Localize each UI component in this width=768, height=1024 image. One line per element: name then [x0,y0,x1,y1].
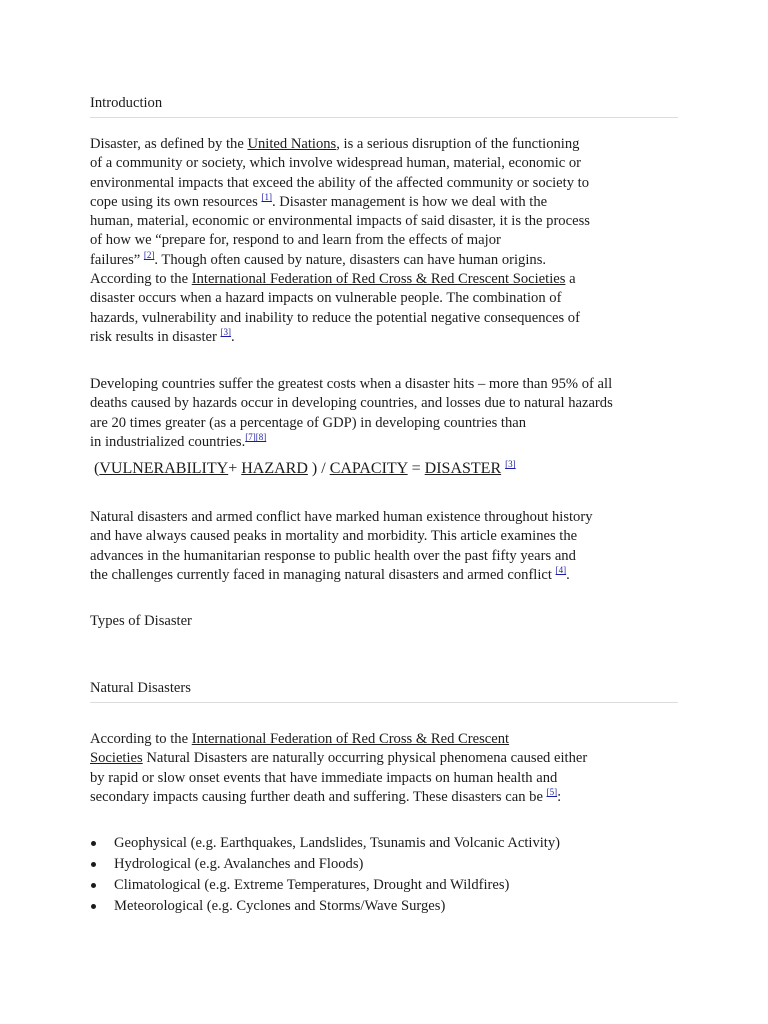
formula-plus: + [228,460,242,477]
citation-ref-3[interactable]: [3] [220,326,232,337]
text-line [90,135,680,154]
list-item-text: Climatological (e.g. Extreme Temperatures, Drought and Wildfires) [114,877,510,893]
list-item [90,833,560,854]
bullet-icon [91,904,96,909]
text-run: Disaster, as defined by the [90,136,248,152]
text-run: , is a serious disruption of the functioning [336,136,580,152]
disaster-link[interactable]: DISASTER [424,460,502,477]
text-line: human, material, economic or environmental impacts of said disaster, it is the process [90,213,590,230]
text-line: Developing countries suffer the greatest costs when a disaster hits – more than 95% of all [90,376,613,392]
text-line: disaster occurs when a hazard impacts on vulnerable people. The combination of [90,290,562,307]
bullet-icon [91,841,96,846]
list-item-text: Geophysical (e.g. Earthquakes, Landslides, Tsunamis and Volcanic Activity) [114,835,561,851]
text-line [90,788,680,807]
text-run: Natural Disasters are naturally occurring physical phenomena caused either [142,750,588,767]
text-line [90,328,680,347]
text-line: hazards, vulnerability and inability to reduce the potential negative consequences of [90,309,580,326]
text-run: failures” [90,251,144,268]
text-line [90,270,680,289]
intro-paragraph-1 [90,135,680,347]
text-line: of a community or society, which involve widespread human, material, economic or [90,155,582,172]
text-line [90,730,680,749]
text-line: environmental impacts that exceed the ability of the affected community or society to [90,174,589,191]
text-run: . Though often caused by nature, disasters can have human origins. [154,251,547,268]
text-run: : [557,788,562,805]
disaster-formula [94,459,516,479]
text-line [90,193,680,212]
types-of-disaster-heading: Types of Disaster [90,613,192,629]
text-run: According to the [90,731,192,747]
citation-ref-4[interactable]: [4] [555,564,567,575]
citation-ref-5[interactable]: [5] [546,786,558,797]
text-run: risk results in disaster [90,328,221,345]
citation-ref-3-formula[interactable]: [3] [505,459,516,469]
text-run: According to the [90,271,192,288]
text-line: advances in the humanitarian response to public health over the past fifty years and [90,547,576,564]
text-line [90,433,680,452]
text-line: of how we “prepare for, respond to and learn from the effects of major [90,232,501,249]
citation-ref-1[interactable]: [1] [261,191,272,202]
text-line [90,749,680,768]
list-item-text: Meteorological (e.g. Cyclones and Storms/Wave Surges) [114,898,446,914]
text-run: a [565,271,576,288]
list-item [90,875,560,896]
citation-ref-2[interactable]: [2] [143,249,155,260]
text-line [90,566,680,585]
text-line: by rapid or slow onset events that have immediate impacts on human health and [90,769,558,786]
intro-paragraph-3 [90,508,680,585]
ifrc-link[interactable]: International Federation of Red Cross & Red Crescent Societies [191,271,566,288]
text-line [90,251,680,270]
list-item-text: Hydrological (e.g. Avalanches and Floods) [114,856,364,872]
vulnerability-link[interactable]: VULNERABILITY [99,460,229,477]
text-run: the challenges currently faced in managing natural disasters and armed conflict [90,566,556,583]
disaster-types-list [90,833,560,917]
text-run: . [566,566,570,583]
text-line: deaths caused by hazards occur in developing countries, and losses due to natural hazards [90,395,613,412]
text-run: . Disaster management is how we deal with the [271,193,548,210]
capacity-link[interactable]: CAPACITY [329,460,408,477]
text-run: secondary impacts causing further death and suffering. These disasters can be [90,788,547,805]
natural-disasters-heading: Natural Disasters [90,679,678,703]
introduction-heading: Introduction [90,94,678,118]
formula-divide: ) / [307,460,330,477]
citation-ref-7-8[interactable]: [7][8] [245,431,267,442]
intro-paragraph-2 [90,375,680,452]
text-line: are 20 times greater (as a percentage of GDP) in developing countries than [90,414,527,431]
list-item [90,896,560,917]
societies-link[interactable]: Societies [90,750,143,767]
text-run: in industrialized countries. [90,433,246,450]
text-run: cope using its own resources [90,193,262,210]
list-item [90,854,560,875]
text-line: Natural disasters and armed conflict have marked human existence throughout history [90,509,593,525]
bullet-icon [91,862,96,867]
formula-equals: = [407,460,425,477]
natural-disasters-paragraph [90,730,680,807]
bullet-icon [91,883,96,888]
text-line: and have always caused peaks in mortality and morbidity. This article examines the [90,528,578,545]
united-nations-link[interactable]: United Nations [247,136,337,152]
ifrc-link-2[interactable]: International Federation of Red Cross & Red Crescent [191,731,510,747]
hazard-link[interactable]: HAZARD [241,460,308,477]
formula-open-paren: ( [94,460,100,477]
text-run: . [231,328,235,345]
